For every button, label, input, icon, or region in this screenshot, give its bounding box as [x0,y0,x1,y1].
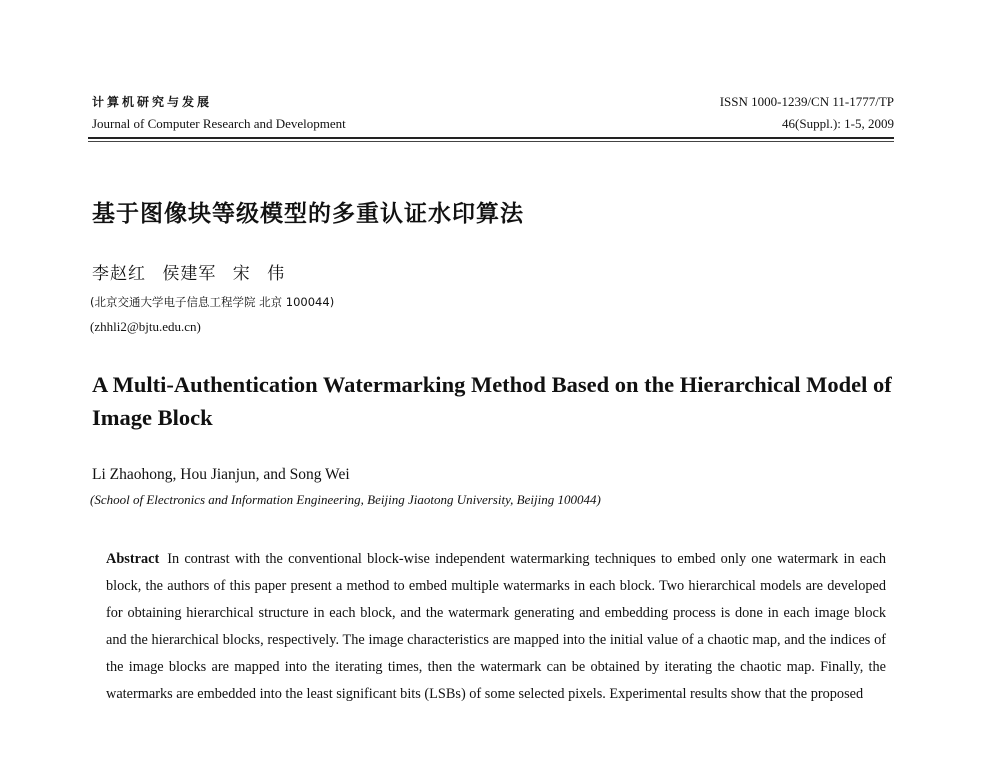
affiliation-chinese: (北京交通大学电子信息工程学院 北京 100044) [90,295,335,309]
abstract-label: Abstract [106,551,160,567]
journal-name-english: Journal of Computer Research and Development [92,116,346,131]
abstract-paragraph [106,546,886,708]
journal-name-chinese: 计算机研究与发展 [92,95,213,109]
journal-volume-info: 46(Suppl.): 1-5, 2009 [782,116,894,131]
authors-chinese: 李赵红 侯建军 宋 伟 [92,264,286,284]
abstract-text: In contrast with the conventional block-wise independent watermarking techniques to embed only one watermark in each block, the authors of this paper present a method to embed multiple watermarks in each block. Two hierarchical models are developed for obtaining hierarchical structure in each block, and the watermark generating and embedding process is done in each image block and the hierarchical blocks, respectively. The image characteristics are mapped into the initial value of a chaotic map, and the indices of the image blocks are mapped into the iterating times, then the watermark can be obtained by iterating the chaotic map. Finally, the watermarks are embedded into the least significant bits (LSBs) of some selected pixels. Experimental results show that the proposed [106,551,886,702]
header-rule-thin [88,141,894,142]
author-email: (zhhli2@bjtu.edu.cn) [90,319,201,334]
affiliation-english: (School of Electronics and Information Engineering, Beijing Jiaotong University, Beijing 100044) [90,492,601,507]
paper-title-chinese: 基于图像块等级模型的多重认证水印算法 [92,201,524,227]
journal-issn: ISSN 1000-1239/CN 11-1777/TP [719,94,894,109]
journal-name-block [92,93,346,133]
authors-english: Li Zhaohong, Hou Jianjun, and Song Wei [92,466,350,483]
paper-title-english: A Multi-Authentication Watermarking Method Based on the Hierarchical Model of Image Block [92,372,892,430]
header-rule-thick [88,137,894,139]
journal-issue-block [720,93,894,133]
